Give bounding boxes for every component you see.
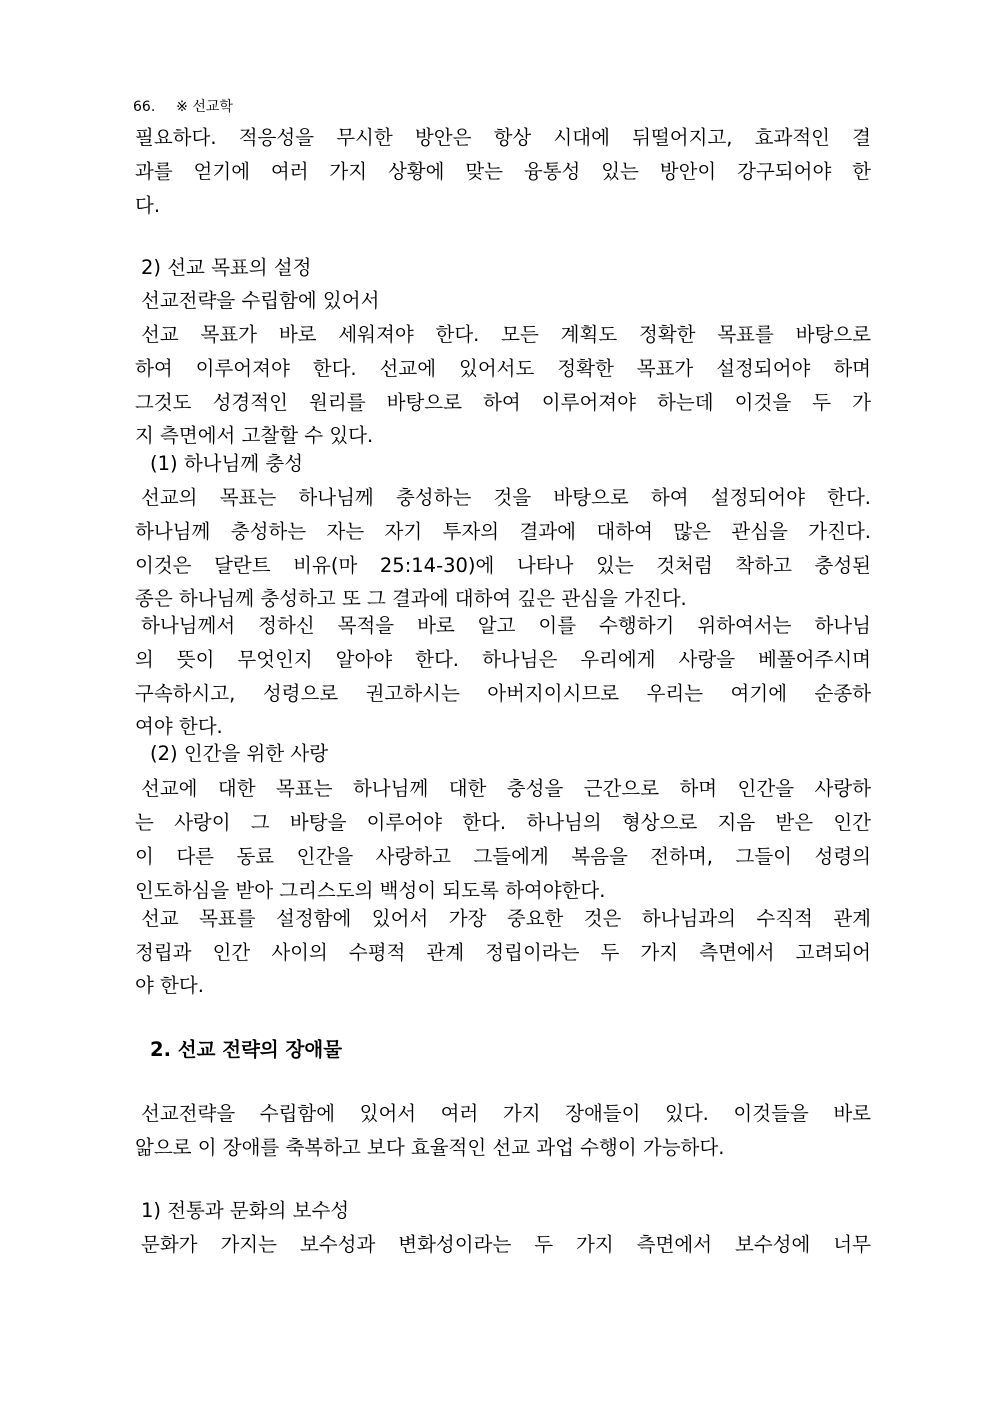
- section-heading: 2. 선교 전략의 장애물: [150, 1038, 343, 1061]
- text-line: (1) 하나님께 충성: [150, 452, 304, 475]
- page-number: 66.: [133, 99, 156, 115]
- text-line: 1) 전통과 문화의 보수성: [141, 1199, 350, 1222]
- text-line: 2) 선교 목표의 설정: [141, 256, 312, 279]
- page-header: [133, 98, 233, 116]
- text-line: 그것도 성경적인 원리를 바탕으로 하여 이루어져야 하는데 이것을 두 가: [135, 391, 871, 414]
- text-line: 정립과 인간 사이의 수평적 관계 정립이라는 두 가지 측면에서 고려되어: [135, 941, 871, 964]
- text-line: 하여 이루어져야 한다. 선교에 있어서도 정확한 목표가 설정되어야 하며: [135, 357, 871, 380]
- text-line: 인도하심을 받아 그리스도의 백성이 되도록 하여야한다.: [135, 879, 606, 902]
- text-line: 선교 목표를 설정함에 있어서 가장 중요한 것은 하나님과의 수직적 관계: [141, 907, 871, 930]
- text-line: 선교에 대한 목표는 하나님께 대한 충성을 근간으로 하며 인간을 사랑하: [141, 777, 871, 800]
- text-line: 선교 목표가 바로 세워져야 한다. 모든 계획도 정확한 목표를 바탕으로: [141, 323, 871, 346]
- text-line: 다.: [135, 194, 161, 217]
- text-line: 여야 한다.: [135, 715, 223, 738]
- text-line: 필요하다. 적응성을 무시한 방안은 항상 시대에 뒤떨어지고, 효과적인 결: [135, 126, 871, 149]
- text-line: 하나님께 충성하는 자는 자기 투자의 결과에 대하여 많은 관심을 가진다.: [135, 520, 871, 543]
- text-line: (2) 인간을 위한 사랑: [150, 742, 329, 765]
- text-line: 는 사랑이 그 바탕을 이루어야 한다. 하나님의 형상으로 지음 받은 인간: [135, 811, 871, 834]
- text-line: 선교전략을 수립함에 있어서 여러 가지 장애들이 있다. 이것들을 바로: [141, 1102, 871, 1125]
- text-line: 종은 하나님께 충성하고 또 그 결과에 대하여 깊은 관심을 가진다.: [135, 587, 687, 610]
- running-title: ※ 선교학: [176, 99, 233, 115]
- text-line: 이 다른 동료 인간을 사랑하고 그들에게 복음을 전하며, 그들이 성령의: [135, 845, 871, 868]
- text-line: 지 측면에서 고찰할 수 있다.: [135, 424, 374, 447]
- text-line: 야 한다.: [135, 974, 204, 997]
- text-line: 구속하시고, 성령으로 권고하시는 아버지이시므로 우리는 여기에 순종하: [135, 682, 871, 705]
- text-line: 이것은 달란트 비유(마 25:14-30)에 나타나 있는 것처럼 착하고 충성된: [135, 554, 871, 577]
- text-line: 문화가 가지는 보수성과 변화성이라는 두 가지 측면에서 보수성에 너무: [141, 1233, 871, 1256]
- text-line: 선교의 목표는 하나님께 충성하는 것을 바탕으로 하여 설정되어야 한다.: [141, 486, 871, 509]
- text-line: 과를 얻기에 여러 가지 상황에 맞는 융통성 있는 방안이 강구되어야 한: [135, 160, 871, 183]
- text-line: 하나님께서 정하신 목적을 바로 알고 이를 수행하기 위하여서는 하나님: [141, 614, 871, 637]
- text-line: 의 뜻이 무엇인지 알아야 한다. 하나님은 우리에게 사랑을 베풀어주시며: [135, 648, 871, 671]
- text-line: 앎으로 이 장애를 축복하고 보다 효율적인 선교 과업 수행이 가능하다.: [135, 1136, 725, 1159]
- text-line: 선교전략을 수립함에 있어서: [141, 289, 380, 312]
